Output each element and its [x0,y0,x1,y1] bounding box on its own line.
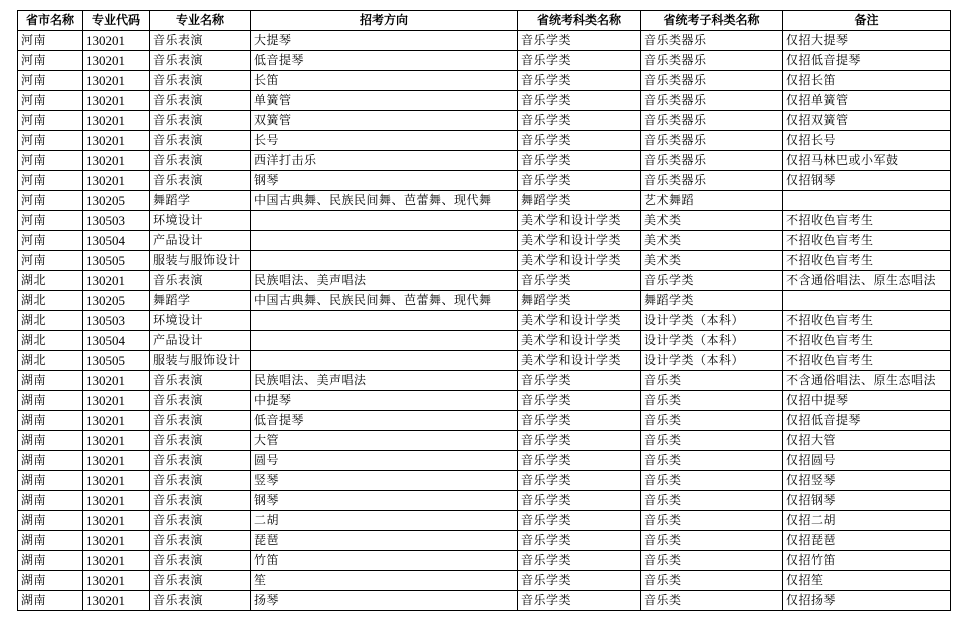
exam-subcategory-cell: 音乐类 [641,591,783,611]
direction-cell [251,331,518,351]
remarks-cell: 仅招圆号 [783,451,951,471]
major-code-cell: 130505 [83,251,150,271]
major-code-cell: 130201 [83,491,150,511]
exam-subcategory-cell: 音乐类 [641,431,783,451]
exam-category-cell: 音乐学类 [518,271,641,291]
exam-category-cell: 音乐学类 [518,491,641,511]
province-cell: 河南 [18,231,83,251]
table-row [18,51,951,71]
exam-category-cell: 音乐学类 [518,511,641,531]
major-code-cell: 130503 [83,211,150,231]
major-code-cell: 130201 [83,91,150,111]
major-name-cell: 环境设计 [150,311,251,331]
major-code-cell: 130201 [83,511,150,531]
province-cell: 湖南 [18,591,83,611]
direction-cell: 低音提琴 [251,51,518,71]
major-name-cell: 音乐表演 [150,531,251,551]
table-row [18,31,951,51]
table-row [18,231,951,251]
remarks-cell: 仅招低音提琴 [783,411,951,431]
major-code-cell: 130201 [83,571,150,591]
direction-cell: 中国古典舞、民族民间舞、芭蕾舞、现代舞 [251,191,518,211]
exam-subcategory-cell: 设计学类（本科） [641,331,783,351]
province-cell: 湖南 [18,551,83,571]
major-name-cell: 音乐表演 [150,591,251,611]
table-row [18,311,951,331]
exam-category-cell: 音乐学类 [518,551,641,571]
direction-cell: 长笛 [251,71,518,91]
province-cell: 河南 [18,131,83,151]
remarks-cell: 不招收色盲考生 [783,231,951,251]
province-cell: 河南 [18,211,83,231]
major-code-cell: 130201 [83,51,150,71]
major-name-cell: 音乐表演 [150,551,251,571]
major-code-cell: 130503 [83,311,150,331]
remarks-cell: 仅招笙 [783,571,951,591]
major-name-cell: 音乐表演 [150,411,251,431]
exam-subcategory-cell: 舞蹈学类 [641,291,783,311]
table-row [18,271,951,291]
table-row [18,251,951,271]
table-row [18,571,951,591]
remarks-cell: 仅招双簧管 [783,111,951,131]
remarks-cell: 仅招钢琴 [783,171,951,191]
major-name-cell: 产品设计 [150,231,251,251]
remarks-cell: 仅招中提琴 [783,391,951,411]
province-cell: 湖南 [18,431,83,451]
remarks-cell: 仅招长号 [783,131,951,151]
major-name-cell: 舞蹈学 [150,291,251,311]
header-row [18,11,951,31]
major-code-cell: 130201 [83,151,150,171]
direction-cell: 民族唱法、美声唱法 [251,371,518,391]
direction-cell [251,311,518,331]
direction-cell: 笙 [251,571,518,591]
table-body [18,31,951,611]
province-cell: 湖南 [18,531,83,551]
table-row [18,171,951,191]
major-code-cell: 130201 [83,591,150,611]
exam-category-cell: 音乐学类 [518,111,641,131]
province-cell: 河南 [18,171,83,191]
province-cell: 河南 [18,151,83,171]
province-cell: 湖南 [18,411,83,431]
exam-subcategory-cell: 音乐类 [641,531,783,551]
exam-subcategory-cell: 音乐类 [641,511,783,531]
major-code-cell: 130201 [83,371,150,391]
exam-subcategory-cell: 音乐类器乐 [641,111,783,131]
major-name-cell: 音乐表演 [150,131,251,151]
major-code-cell: 130505 [83,351,150,371]
major-name-cell: 舞蹈学 [150,191,251,211]
exam-category-cell: 美术学和设计学类 [518,251,641,271]
major-name-cell: 音乐表演 [150,171,251,191]
major-name-cell: 环境设计 [150,211,251,231]
remarks-cell: 不招收色盲考生 [783,351,951,371]
exam-category-cell: 音乐学类 [518,91,641,111]
exam-category-cell: 音乐学类 [518,451,641,471]
exam-category-cell: 美术学和设计学类 [518,351,641,371]
exam-subcategory-cell: 音乐类器乐 [641,151,783,171]
exam-subcategory-cell: 音乐类 [641,371,783,391]
major-name-cell: 音乐表演 [150,431,251,451]
province-cell: 湖北 [18,291,83,311]
table-row [18,211,951,231]
direction-cell: 单簧管 [251,91,518,111]
exam-category-cell: 音乐学类 [518,131,641,151]
remarks-cell: 不招收色盲考生 [783,211,951,231]
major-code-cell: 130205 [83,291,150,311]
exam-subcategory-cell: 音乐类 [641,571,783,591]
direction-cell [251,251,518,271]
major-name-cell: 音乐表演 [150,111,251,131]
province-cell: 河南 [18,71,83,91]
direction-cell [251,351,518,371]
major-code-cell: 130504 [83,231,150,251]
major-code-cell: 130201 [83,531,150,551]
major-code-cell: 130201 [83,411,150,431]
remarks-cell [783,191,951,211]
direction-cell: 二胡 [251,511,518,531]
province-cell: 湖南 [18,511,83,531]
province-cell: 湖北 [18,311,83,331]
direction-cell: 长号 [251,131,518,151]
direction-cell: 大提琴 [251,31,518,51]
direction-cell: 低音提琴 [251,411,518,431]
province-cell: 河南 [18,51,83,71]
table-row [18,471,951,491]
major-code-cell: 130205 [83,191,150,211]
remarks-cell: 不含通俗唱法、原生态唱法 [783,271,951,291]
exam-subcategory-cell: 音乐类 [641,471,783,491]
remarks-cell: 不含通俗唱法、原生态唱法 [783,371,951,391]
remarks-cell [783,291,951,311]
table-row [18,151,951,171]
exam-category-cell: 音乐学类 [518,371,641,391]
major-code-cell: 130201 [83,171,150,191]
major-name-cell: 音乐表演 [150,571,251,591]
exam-category-cell: 音乐学类 [518,471,641,491]
province-cell: 河南 [18,91,83,111]
exam-category-cell: 音乐学类 [518,151,641,171]
exam-subcategory-cell: 音乐类 [641,491,783,511]
remarks-cell: 仅招低音提琴 [783,51,951,71]
exam-category-cell: 音乐学类 [518,51,641,71]
exam-subcategory-cell: 音乐类器乐 [641,91,783,111]
major-name-cell: 服装与服饰设计 [150,351,251,371]
exam-category-cell: 音乐学类 [518,571,641,591]
exam-category-cell: 美术学和设计学类 [518,211,641,231]
major-code-cell: 130201 [83,431,150,451]
remarks-cell: 仅招扬琴 [783,591,951,611]
table-row [18,331,951,351]
exam-category-cell: 音乐学类 [518,171,641,191]
province-cell: 湖北 [18,351,83,371]
exam-subcategory-cell: 美术类 [641,211,783,231]
direction-cell: 中国古典舞、民族民间舞、芭蕾舞、现代舞 [251,291,518,311]
province-cell: 河南 [18,31,83,51]
major-code-cell: 130201 [83,551,150,571]
exam-subcategory-cell: 美术类 [641,251,783,271]
direction-cell: 大管 [251,431,518,451]
exam-subcategory-cell: 音乐类器乐 [641,71,783,91]
major-name-cell: 音乐表演 [150,271,251,291]
exam-subcategory-cell: 音乐学类 [641,271,783,291]
table-row [18,531,951,551]
exam-subcategory-cell: 音乐类器乐 [641,131,783,151]
exam-category-cell: 音乐学类 [518,411,641,431]
header-province: 省市名称 [18,11,83,31]
major-name-cell: 音乐表演 [150,511,251,531]
major-code-cell: 130201 [83,131,150,151]
major-code-cell: 130201 [83,111,150,131]
province-cell: 河南 [18,251,83,271]
table-row [18,111,951,131]
major-name-cell: 音乐表演 [150,451,251,471]
header-remarks: 备注 [783,11,951,31]
header-exam-category: 省统考科类名称 [518,11,641,31]
major-name-cell: 音乐表演 [150,371,251,391]
table-row [18,351,951,371]
remarks-cell: 仅招大管 [783,431,951,451]
major-code-cell: 130201 [83,391,150,411]
major-name-cell: 音乐表演 [150,71,251,91]
major-code-cell: 130201 [83,31,150,51]
exam-subcategory-cell: 设计学类（本科） [641,311,783,331]
table-row [18,411,951,431]
exam-category-cell: 音乐学类 [518,431,641,451]
direction-cell [251,231,518,251]
province-cell: 湖北 [18,331,83,351]
direction-cell: 扬琴 [251,591,518,611]
exam-category-cell: 舞蹈学类 [518,191,641,211]
major-name-cell: 音乐表演 [150,91,251,111]
table-row [18,591,951,611]
table-row [18,191,951,211]
exam-subcategory-cell: 音乐类 [641,551,783,571]
province-cell: 河南 [18,191,83,211]
header-exam-subcategory: 省统考子科类名称 [641,11,783,31]
direction-cell: 圆号 [251,451,518,471]
major-name-cell: 音乐表演 [150,151,251,171]
province-cell: 湖南 [18,471,83,491]
exam-category-cell: 舞蹈学类 [518,291,641,311]
table-row [18,371,951,391]
remarks-cell: 不招收色盲考生 [783,251,951,271]
major-name-cell: 产品设计 [150,331,251,351]
remarks-cell: 仅招单簧管 [783,91,951,111]
direction-cell: 民族唱法、美声唱法 [251,271,518,291]
exam-category-cell: 音乐学类 [518,531,641,551]
exam-category-cell: 美术学和设计学类 [518,311,641,331]
table-row [18,131,951,151]
direction-cell: 西洋打击乐 [251,151,518,171]
exam-subcategory-cell: 音乐类 [641,451,783,471]
major-name-cell: 音乐表演 [150,471,251,491]
remarks-cell: 仅招琵琶 [783,531,951,551]
major-name-cell: 音乐表演 [150,391,251,411]
remarks-cell: 不招收色盲考生 [783,311,951,331]
direction-cell [251,211,518,231]
remarks-cell: 仅招钢琴 [783,491,951,511]
exam-subcategory-cell: 音乐类 [641,391,783,411]
direction-cell: 竹笛 [251,551,518,571]
remarks-cell: 不招收色盲考生 [783,331,951,351]
exam-category-cell: 音乐学类 [518,391,641,411]
direction-cell: 中提琴 [251,391,518,411]
table-row [18,451,951,471]
major-code-cell: 130201 [83,271,150,291]
remarks-cell: 仅招大提琴 [783,31,951,51]
table-row [18,511,951,531]
header-major-name: 专业名称 [150,11,251,31]
province-cell: 湖北 [18,271,83,291]
major-code-cell: 130504 [83,331,150,351]
major-name-cell: 服装与服饰设计 [150,251,251,271]
exam-category-cell: 音乐学类 [518,31,641,51]
major-code-cell: 130201 [83,471,150,491]
table-row [18,551,951,571]
admissions-table [17,10,951,611]
exam-category-cell: 音乐学类 [518,591,641,611]
province-cell: 湖南 [18,391,83,411]
exam-subcategory-cell: 音乐类器乐 [641,51,783,71]
table-row [18,391,951,411]
major-code-cell: 130201 [83,451,150,471]
province-cell: 湖南 [18,451,83,471]
remarks-cell: 仅招二胡 [783,511,951,531]
major-name-cell: 音乐表演 [150,31,251,51]
table-row [18,491,951,511]
exam-subcategory-cell: 音乐类 [641,411,783,431]
table-row [18,71,951,91]
major-name-cell: 音乐表演 [150,51,251,71]
province-cell: 河南 [18,111,83,131]
remarks-cell: 仅招马林巴或小军鼓 [783,151,951,171]
major-code-cell: 130201 [83,71,150,91]
province-cell: 湖南 [18,491,83,511]
direction-cell: 钢琴 [251,171,518,191]
direction-cell: 钢琴 [251,491,518,511]
table-row [18,291,951,311]
remarks-cell: 仅招长笛 [783,71,951,91]
remarks-cell: 仅招竹笛 [783,551,951,571]
exam-subcategory-cell: 音乐类器乐 [641,31,783,51]
province-cell: 湖南 [18,371,83,391]
exam-category-cell: 美术学和设计学类 [518,231,641,251]
exam-subcategory-cell: 艺术舞蹈 [641,191,783,211]
table-row [18,91,951,111]
major-name-cell: 音乐表演 [150,491,251,511]
remarks-cell: 仅招竖琴 [783,471,951,491]
province-cell: 湖南 [18,571,83,591]
direction-cell: 双簧管 [251,111,518,131]
direction-cell: 琵琶 [251,531,518,551]
direction-cell: 竖琴 [251,471,518,491]
table-row [18,431,951,451]
exam-subcategory-cell: 设计学类（本科） [641,351,783,371]
header-direction: 招考方向 [251,11,518,31]
exam-category-cell: 美术学和设计学类 [518,331,641,351]
exam-category-cell: 音乐学类 [518,71,641,91]
exam-subcategory-cell: 美术类 [641,231,783,251]
header-major-code: 专业代码 [83,11,150,31]
exam-subcategory-cell: 音乐类器乐 [641,171,783,191]
